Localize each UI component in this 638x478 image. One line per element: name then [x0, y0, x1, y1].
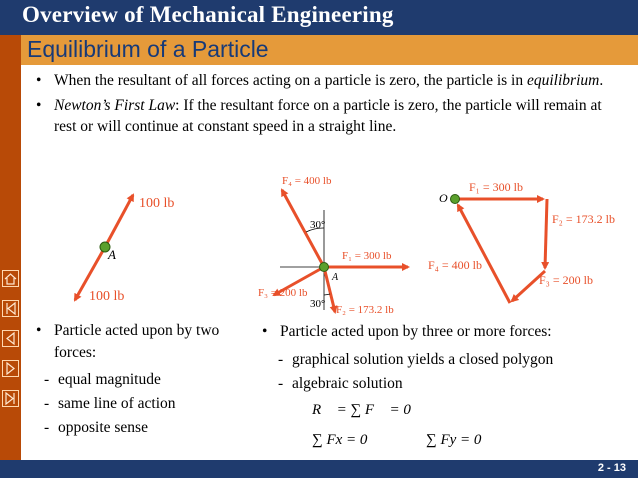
page-number: 2 - 13 — [597, 462, 626, 474]
bullet-newton — [36, 95, 626, 137]
point-label: A — [332, 272, 339, 283]
bullet-emphasis: Newton’s First Law — [54, 97, 176, 114]
polygon-f2-arrow — [545, 199, 547, 268]
intro-bullets — [36, 70, 626, 141]
polygon-f1-label: F₁ = 300 lb — [469, 180, 523, 194]
bottom-force-label: 100 lb — [89, 289, 125, 304]
list-item: - equal magnitude — [36, 368, 236, 392]
subtitle-bar — [21, 35, 638, 65]
polygon-f4-label: F₄ = 400 lb — [428, 258, 482, 272]
top-force-label: 100 lb — [139, 196, 175, 211]
polygon-f4-arrow — [458, 205, 510, 303]
origin-point — [451, 195, 460, 204]
angle-top-label: 30° — [310, 219, 326, 231]
f2-label: F₂ = 173.2 lb — [336, 304, 394, 316]
f1-label: F₁ = 300 lb — [342, 250, 392, 262]
angle-arc-bottom — [324, 294, 330, 295]
f3-label: F₃ = 200 lb — [258, 287, 308, 299]
bullet-equilibrium — [36, 70, 626, 91]
force-polygon-diagram — [425, 175, 630, 313]
last-page-icon[interactable] — [2, 390, 19, 407]
multi-force-list — [262, 320, 632, 396]
list-item: - opposite sense — [36, 416, 236, 440]
f4-label: F₄ = 400 lb — [282, 175, 332, 187]
angle-bottom-label: 30° — [310, 298, 326, 310]
origin-label: O — [439, 191, 448, 205]
bullet-text: : If the resultant force on a particle is zero, the particle will remain at rest or will continue at constant speed in a straight line. — [54, 97, 602, 135]
slide-subtitle: Equilibrium of a Particle — [27, 36, 269, 62]
list-item: - same line of action — [36, 392, 236, 416]
home-icon[interactable] — [2, 270, 19, 287]
particle-point — [320, 263, 329, 272]
next-page-icon[interactable] — [2, 360, 19, 377]
list-item: - graphical solution yields a closed polygon — [270, 348, 632, 372]
polygon-f2-label: F₂ = 173.2 lb — [552, 212, 615, 226]
multi-force-heading: • Particle acted upon by three or more forces: — [262, 320, 632, 344]
bullet-text: When the resultant of all forces acting on a particle is zero, the particle is in — [54, 72, 527, 89]
two-force-diagram — [55, 185, 205, 310]
header-bar — [0, 0, 638, 35]
two-force-heading: • Particle acted upon by two forces: — [36, 320, 236, 364]
four-force-diagram — [252, 170, 422, 318]
polygon-f3-label: F₃ = 200 lb — [539, 273, 593, 287]
bullet-emphasis: equilibrium — [527, 72, 600, 89]
resultant-equation: R⃗ = ∑ F⃗ = 0 — [312, 402, 411, 418]
force-arrow-top — [105, 195, 133, 247]
two-force-list — [36, 320, 236, 440]
footer-bar — [0, 460, 638, 478]
point-label: A — [108, 247, 116, 262]
bullet-text: . — [599, 72, 604, 89]
header-title: Overview of Mechanical Engineering — [22, 2, 394, 27]
prev-page-icon[interactable] — [2, 330, 19, 347]
first-page-icon[interactable] — [2, 300, 19, 317]
sum-fy-equation: ∑ Fy = 0 — [426, 432, 482, 448]
list-item: - algebraic solution — [270, 372, 632, 396]
sum-fx-equation: ∑ Fx = 0 — [312, 432, 368, 448]
